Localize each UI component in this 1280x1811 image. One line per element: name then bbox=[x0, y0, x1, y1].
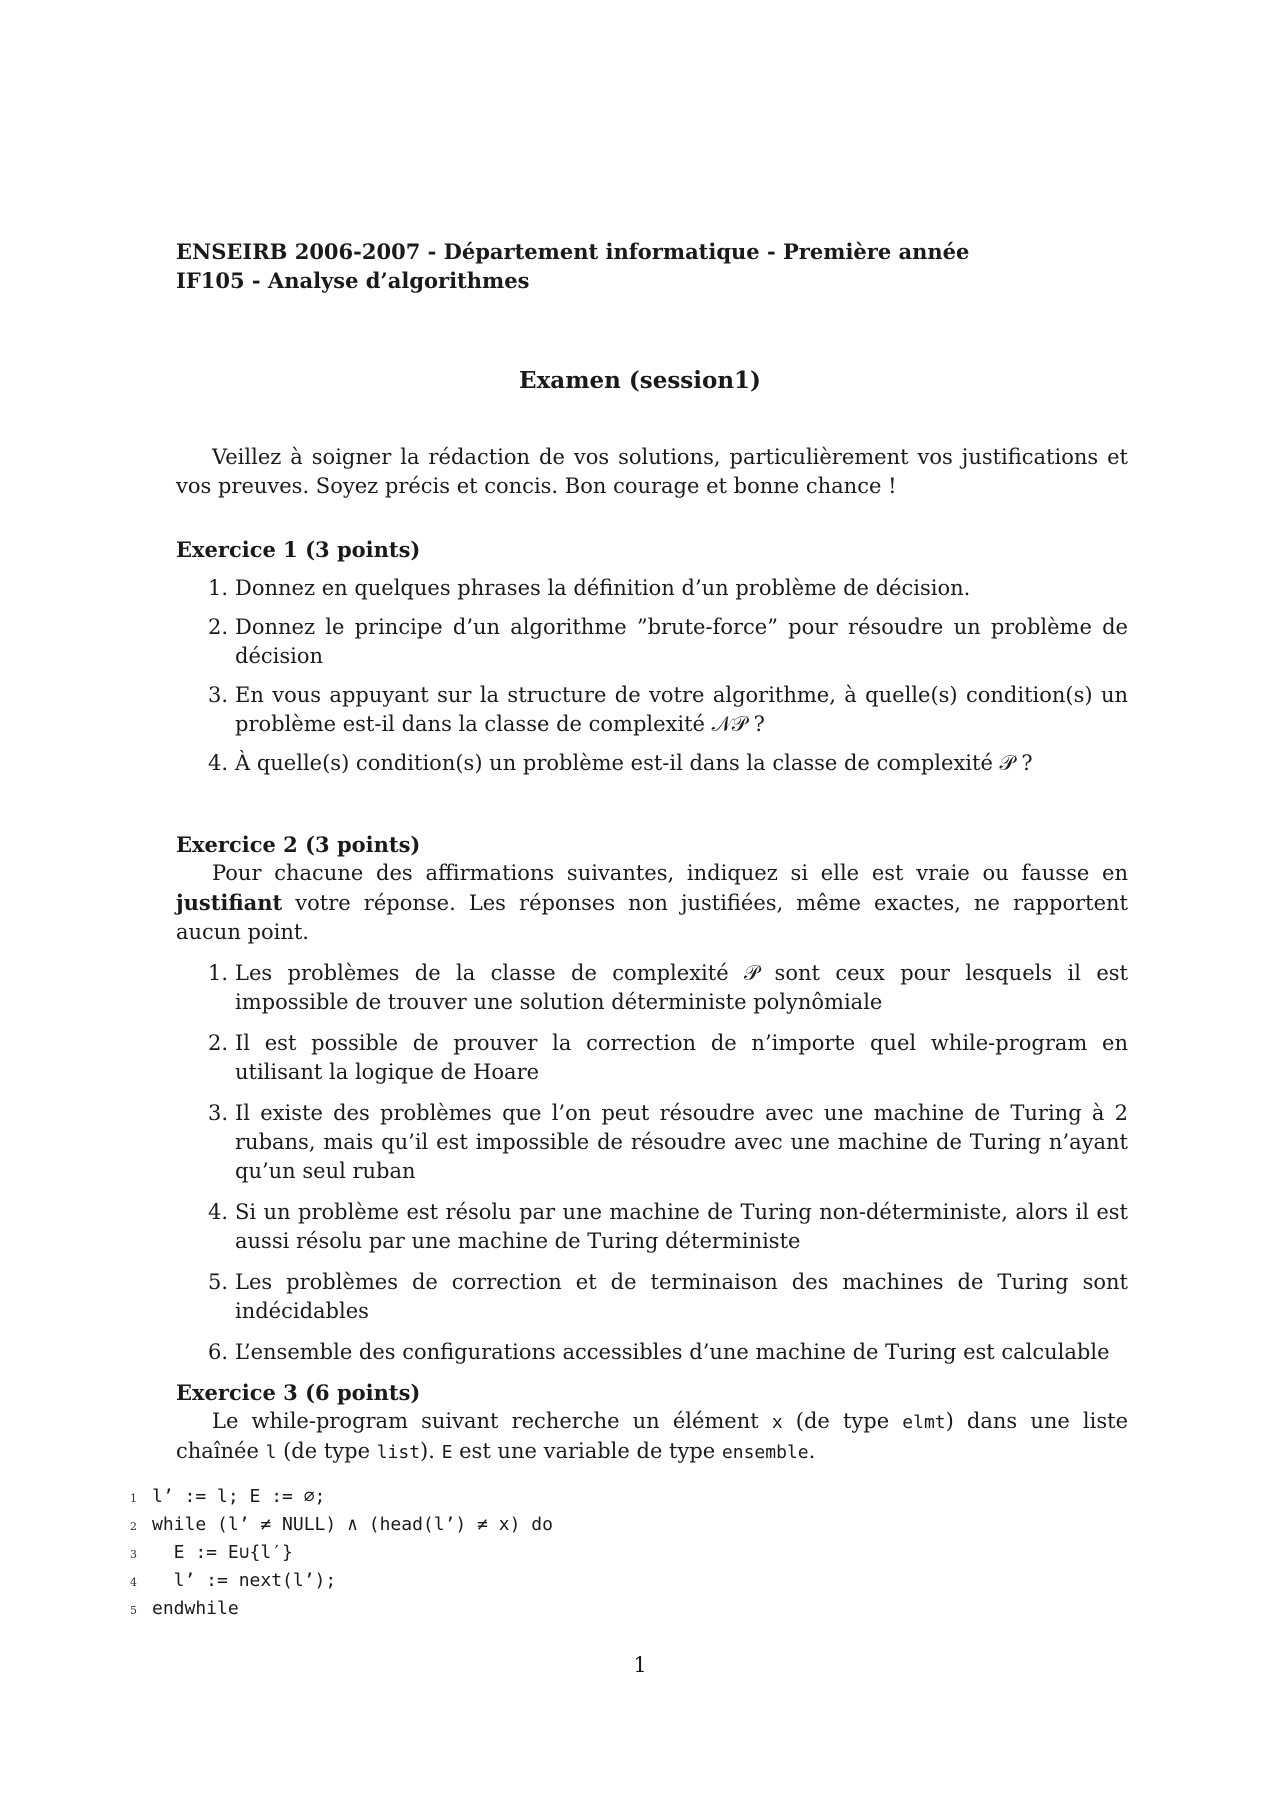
list-item bbox=[176, 574, 1128, 603]
desc-text: Le while-program suivant recherche un élément bbox=[212, 1409, 772, 1433]
code-listing bbox=[130, 1484, 553, 1624]
exercise-3-heading: Exercice 3 (6 points) bbox=[176, 1380, 421, 1405]
code-text: endwhile bbox=[152, 1598, 239, 1619]
intro-text-after: votre réponse. Les réponses non justifiées, même exactes, ne rapportent aucun point. bbox=[176, 891, 1128, 944]
desc-text: . bbox=[808, 1439, 816, 1463]
desc-text: ). bbox=[420, 1439, 442, 1463]
header-line-institution: ENSEIRB 2006-2007 - Département informatique - Première année bbox=[176, 239, 970, 264]
item-text: En vous appuyant sur la structure de votre algorithme, à quelle(s) condition(s) un problème est-il dans la classe de complexité 𝒩𝒫 ? bbox=[235, 683, 1128, 736]
code-text: E := E∪{l′} bbox=[152, 1542, 293, 1563]
exercise-1-list bbox=[176, 574, 1128, 778]
code-line bbox=[130, 1568, 553, 1596]
exercise-3 bbox=[176, 1378, 1128, 1467]
item-number: 4. bbox=[207, 751, 228, 775]
desc-text: (de type bbox=[276, 1439, 377, 1463]
item-text: Si un problème est résolu par une machine de Turing non-déterministe, alors il est aussi résolu par une machine de Turing déterministe bbox=[235, 1200, 1128, 1253]
item-number: 6. bbox=[207, 1340, 228, 1364]
code-l: l bbox=[265, 1442, 277, 1463]
code-ensemble: ensemble bbox=[721, 1442, 809, 1463]
list-item bbox=[176, 613, 1128, 671]
code-list: list bbox=[376, 1442, 421, 1463]
item-number: 1. bbox=[207, 961, 228, 985]
line-number: 1 bbox=[130, 1492, 137, 1505]
item-number: 3. bbox=[207, 683, 228, 707]
item-number: 2. bbox=[207, 615, 228, 639]
exercise-1-heading: Exercice 1 (3 points) bbox=[176, 537, 421, 562]
code-text: l’ := l; E := ∅; bbox=[152, 1486, 326, 1507]
intro-text-before: Pour chacune des affirmations suivantes, indiquez si elle est vraie ou fausse en bbox=[212, 861, 1128, 885]
code-E: E bbox=[441, 1442, 453, 1463]
item-text: Donnez en quelques phrases la définition d’un problème de décision. bbox=[235, 576, 971, 600]
code-text: while (l’ ≠ NULL) ∧ (head(l’) ≠ x) do bbox=[152, 1514, 553, 1535]
item-text: Les problèmes de correction et de terminaison des machines de Turing sont indécidables bbox=[235, 1270, 1128, 1323]
line-number: 4 bbox=[130, 1576, 137, 1589]
exercise-2-list bbox=[176, 959, 1128, 1367]
item-text: Les problèmes de la classe de complexité 𝒫 sont ceux pour lesquels il est impossible de trouver une solution déterministe polynômiale bbox=[235, 961, 1128, 1014]
item-number: 2. bbox=[207, 1031, 228, 1055]
exercise-2-intro bbox=[176, 859, 1128, 947]
list-item bbox=[176, 1268, 1128, 1326]
code-elmt: elmt bbox=[902, 1412, 946, 1433]
code-line bbox=[130, 1512, 553, 1540]
line-number: 5 bbox=[130, 1604, 137, 1617]
header-line-course: IF105 - Analyse d’algorithmes bbox=[176, 268, 530, 293]
code-line bbox=[130, 1540, 553, 1568]
line-number: 3 bbox=[130, 1548, 137, 1561]
list-item bbox=[176, 1338, 1128, 1367]
code-text: l’ := next(l’); bbox=[152, 1570, 337, 1591]
item-text: À quelle(s) condition(s) un problème est-il dans la classe de complexité 𝒫 ? bbox=[235, 751, 1033, 775]
line-number: 2 bbox=[130, 1520, 137, 1533]
code-line bbox=[130, 1484, 553, 1512]
desc-text: ) dans une liste chaînée bbox=[176, 1409, 1128, 1463]
item-text: L’ensemble des configurations accessibles d’une machine de Turing est calculable bbox=[235, 1340, 1110, 1364]
list-item bbox=[176, 1029, 1128, 1087]
emphasis-justifiant: justifiant bbox=[176, 890, 283, 915]
list-item bbox=[176, 959, 1128, 1017]
item-text: Il existe des problèmes que l’on peut résoudre avec une machine de Turing à 2 rubans, mais qu’il est impossible de résoudre avec une machine de Turing n’ayant qu’un seul ruban bbox=[235, 1101, 1128, 1183]
list-item bbox=[176, 1099, 1128, 1186]
document-header bbox=[176, 237, 1128, 295]
list-item bbox=[176, 749, 1128, 778]
item-number: 5. bbox=[207, 1270, 228, 1294]
code-x: x bbox=[771, 1412, 783, 1433]
desc-text: est une variable de type bbox=[452, 1439, 722, 1463]
list-item bbox=[176, 681, 1128, 739]
code-line bbox=[130, 1596, 553, 1624]
item-text: Donnez le principe d’un algorithme ”brute-force” pour résoudre un problème de décision bbox=[235, 615, 1128, 668]
desc-text: (de type bbox=[782, 1409, 903, 1433]
item-number: 1. bbox=[207, 576, 228, 600]
item-text: Il est possible de prouver la correction de n’importe quel while-program en utilisant la logique de Hoare bbox=[235, 1031, 1128, 1084]
list-item bbox=[176, 1198, 1128, 1256]
exercise-3-description bbox=[176, 1407, 1128, 1467]
item-number: 4. bbox=[207, 1200, 228, 1224]
item-number: 3. bbox=[207, 1101, 228, 1125]
page-number: 1 bbox=[633, 1653, 647, 1677]
exam-title: Examen (session1) bbox=[519, 367, 761, 394]
exercise-2-heading: Exercice 2 (3 points) bbox=[176, 832, 421, 857]
exercise-1 bbox=[176, 535, 1128, 778]
exercise-2 bbox=[176, 830, 1128, 1367]
intro-paragraph: Veillez à soigner la rédaction de vos solutions, particulièrement vos justifications et vos preuves. Soyez précis et concis. Bon courage et bonne chance ! bbox=[176, 445, 1128, 498]
